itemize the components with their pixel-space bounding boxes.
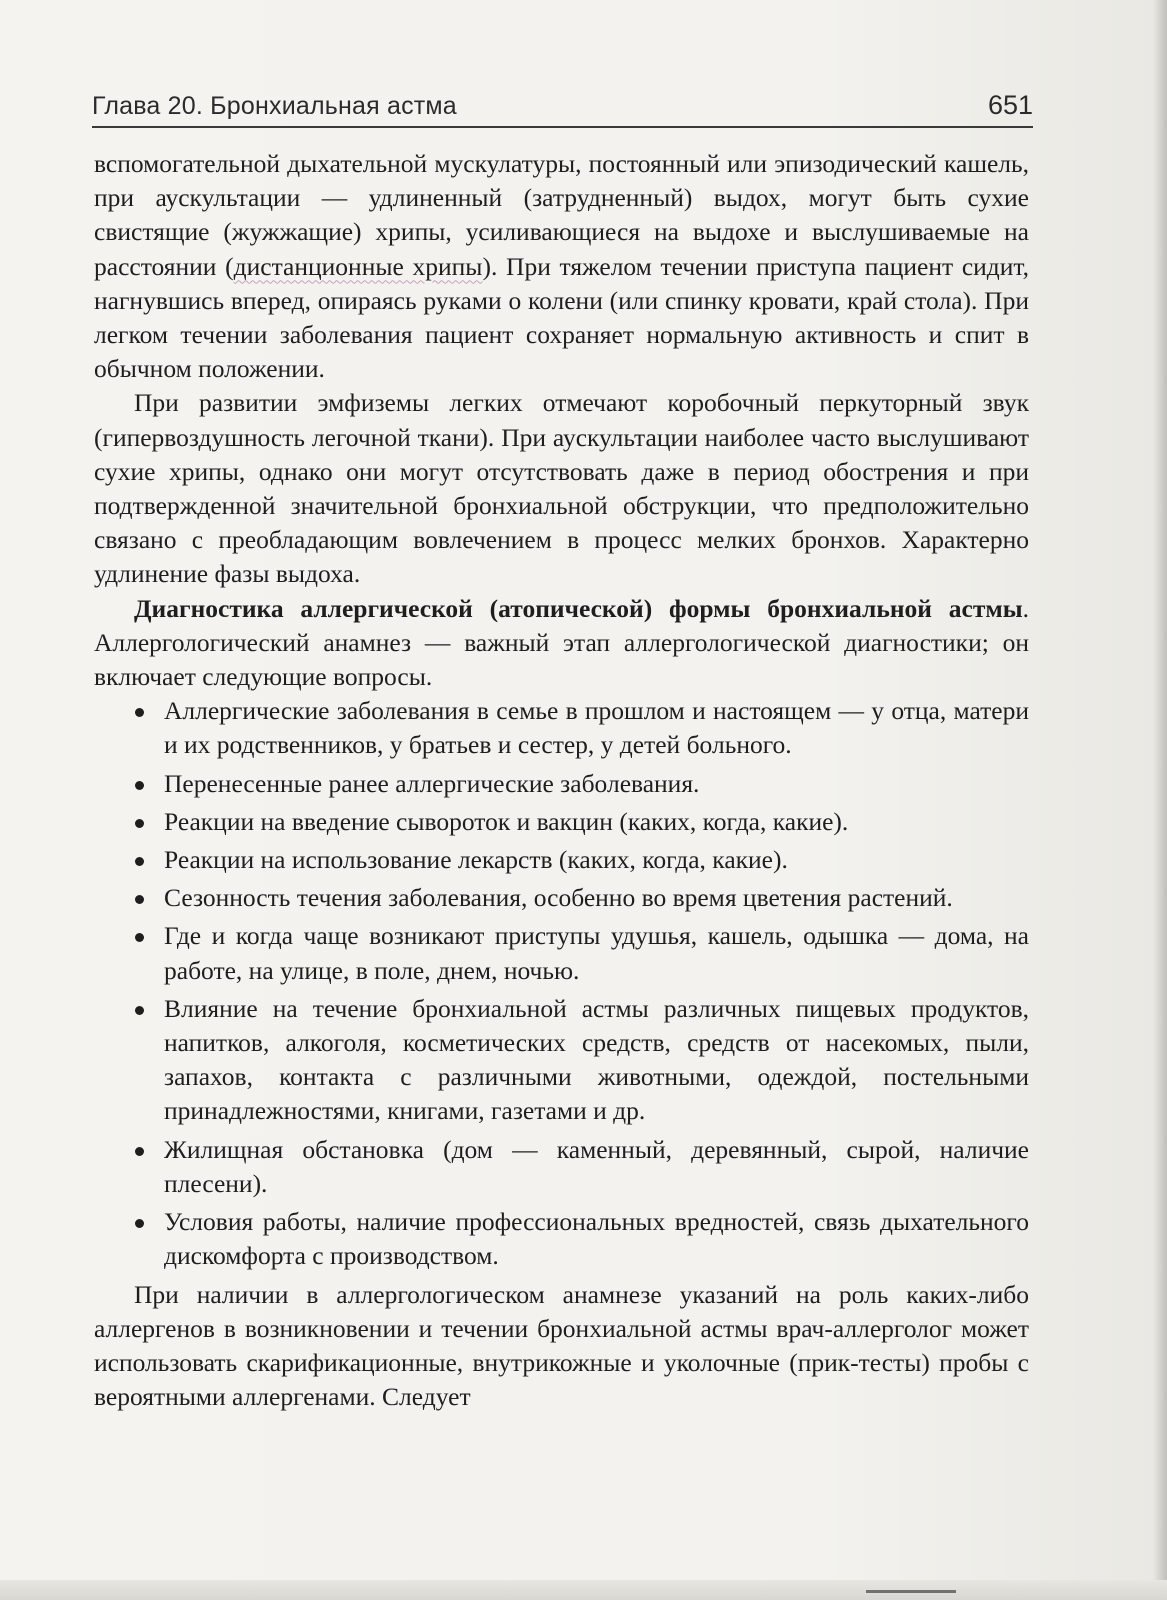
list-item (164, 767, 1029, 801)
paragraph-symptoms-end: ). При тяжелом течении приступа пациент сидит, нагнувшись вперед, опираясь руками о колени (или спинку кровати, край стола). При легком течении заболевания пациент сохраняет нормальную активность и спит в обычном положении. (94, 251, 1030, 384)
bullet-icon (135, 781, 144, 790)
list-item (164, 805, 1029, 839)
page-edge-shadow (1153, 0, 1167, 1600)
list-item-text: Аллергические заболевания в семье в прошлом и настоящем — у отца, матери и их родственников, у братьев и сестер, у детей больного. (164, 696, 1029, 760)
list-item (164, 843, 1029, 877)
bullet-icon (135, 1147, 144, 1156)
bullet-icon (135, 1006, 144, 1015)
bullet-icon (135, 895, 144, 904)
diagnostics-heading: Диагностика аллергической (атопической) формы бронхиальной астмы (134, 593, 1023, 623)
chapter-title: Глава 20. Бронхиальная астма (92, 92, 457, 120)
list-item-text: Условия работы, наличие профессиональных вредностей, связь дыхательного дискомфорта с производством. (164, 1207, 1029, 1271)
diagnostics-text: . Аллергологический анамнез — важный этап аллергологической диагностики; он включает следующие вопросы. (94, 593, 1029, 692)
bullet-icon (135, 708, 144, 717)
bullet-icon (135, 933, 144, 942)
list-item (164, 992, 1029, 1129)
bullet-icon (135, 819, 144, 828)
underlined-term: дистанционные хрипы (233, 251, 483, 281)
list-item-text: Реакции на использование лекарств (каких, когда, какие). (164, 845, 788, 875)
paragraph-skin-tests: При наличии в аллергологическом анамнезе указаний на роль каких-либо аллергенов в возникновении и течении бронхиальной астмы врач-аллерголог может использовать скарификационные, внутрикожные и уколочные (прик-тесты) пробы с вероятными аллергенами. Следует (94, 1279, 1029, 1412)
page-number: 651 (987, 90, 1033, 120)
page-bottom-edge (0, 1580, 1167, 1600)
bullet-icon (135, 857, 144, 866)
bullet-icon (135, 1219, 144, 1228)
list-item (164, 1205, 1029, 1273)
list-item-text: Сезонность течения заболевания, особенно во время цветения растений. (164, 883, 953, 913)
paragraph-symptoms (94, 147, 1029, 386)
anamnesis-question-list (94, 694, 1029, 1273)
list-item (164, 1133, 1029, 1201)
running-head (92, 88, 1033, 128)
paragraph-emphysema: При развитии эмфиземы легких отмечают коробочный перкуторный звук (гипервоздушность легочной ткани). При аускультации наиболее часто выслушивают сухие хрипы, однако они могут отсутствовать даже в период обострения и при подтвержденной значительной бронхиальной обструкции, что предположительно связано с преобладающим вовлечением в процесс мелких бронхов. Характерно удлинение фазы выдоха. (94, 388, 1029, 589)
list-item-text: Влияние на течение бронхиальной астмы различных пищевых продуктов, напитков, алкоголя, косметических средств, средств от насекомых, пыли, запахов, контакта с различными животными, одеждой, постельными принадлежностями, книгами, газетами и др. (164, 993, 1029, 1126)
list-item-text: Где и когда чаще возникают приступы удушья, кашель, одышка — дома, на работе, на улице, в поле, днем, ночью. (164, 921, 1029, 985)
list-item (164, 694, 1029, 762)
scan-edge-mark (866, 1590, 956, 1593)
paragraph-symptoms-start: вспомогательной дыхательной мускулатуры, постоянный или эпизодический кашель, при аускультации — удлиненный (затрудненный) выдох, могут быть сухие свистящие (жужжащие) хрипы, усиливающиеся на выдохе и выслушиваемые на расстоянии ( (94, 149, 1029, 281)
body-text (94, 147, 1029, 1414)
list-item-text: Реакции на введение сывороток и вакцин (каких, когда, какие). (164, 806, 849, 836)
list-item (164, 881, 1029, 915)
list-item-text: Перенесенные ранее аллергические заболевания. (164, 768, 700, 798)
paragraph-diagnostics (94, 592, 1029, 695)
list-item-text: Жилищная обстановка (дом — каменный, деревянный, сырой, наличие плесени). (164, 1134, 1029, 1198)
list-item (164, 919, 1029, 987)
